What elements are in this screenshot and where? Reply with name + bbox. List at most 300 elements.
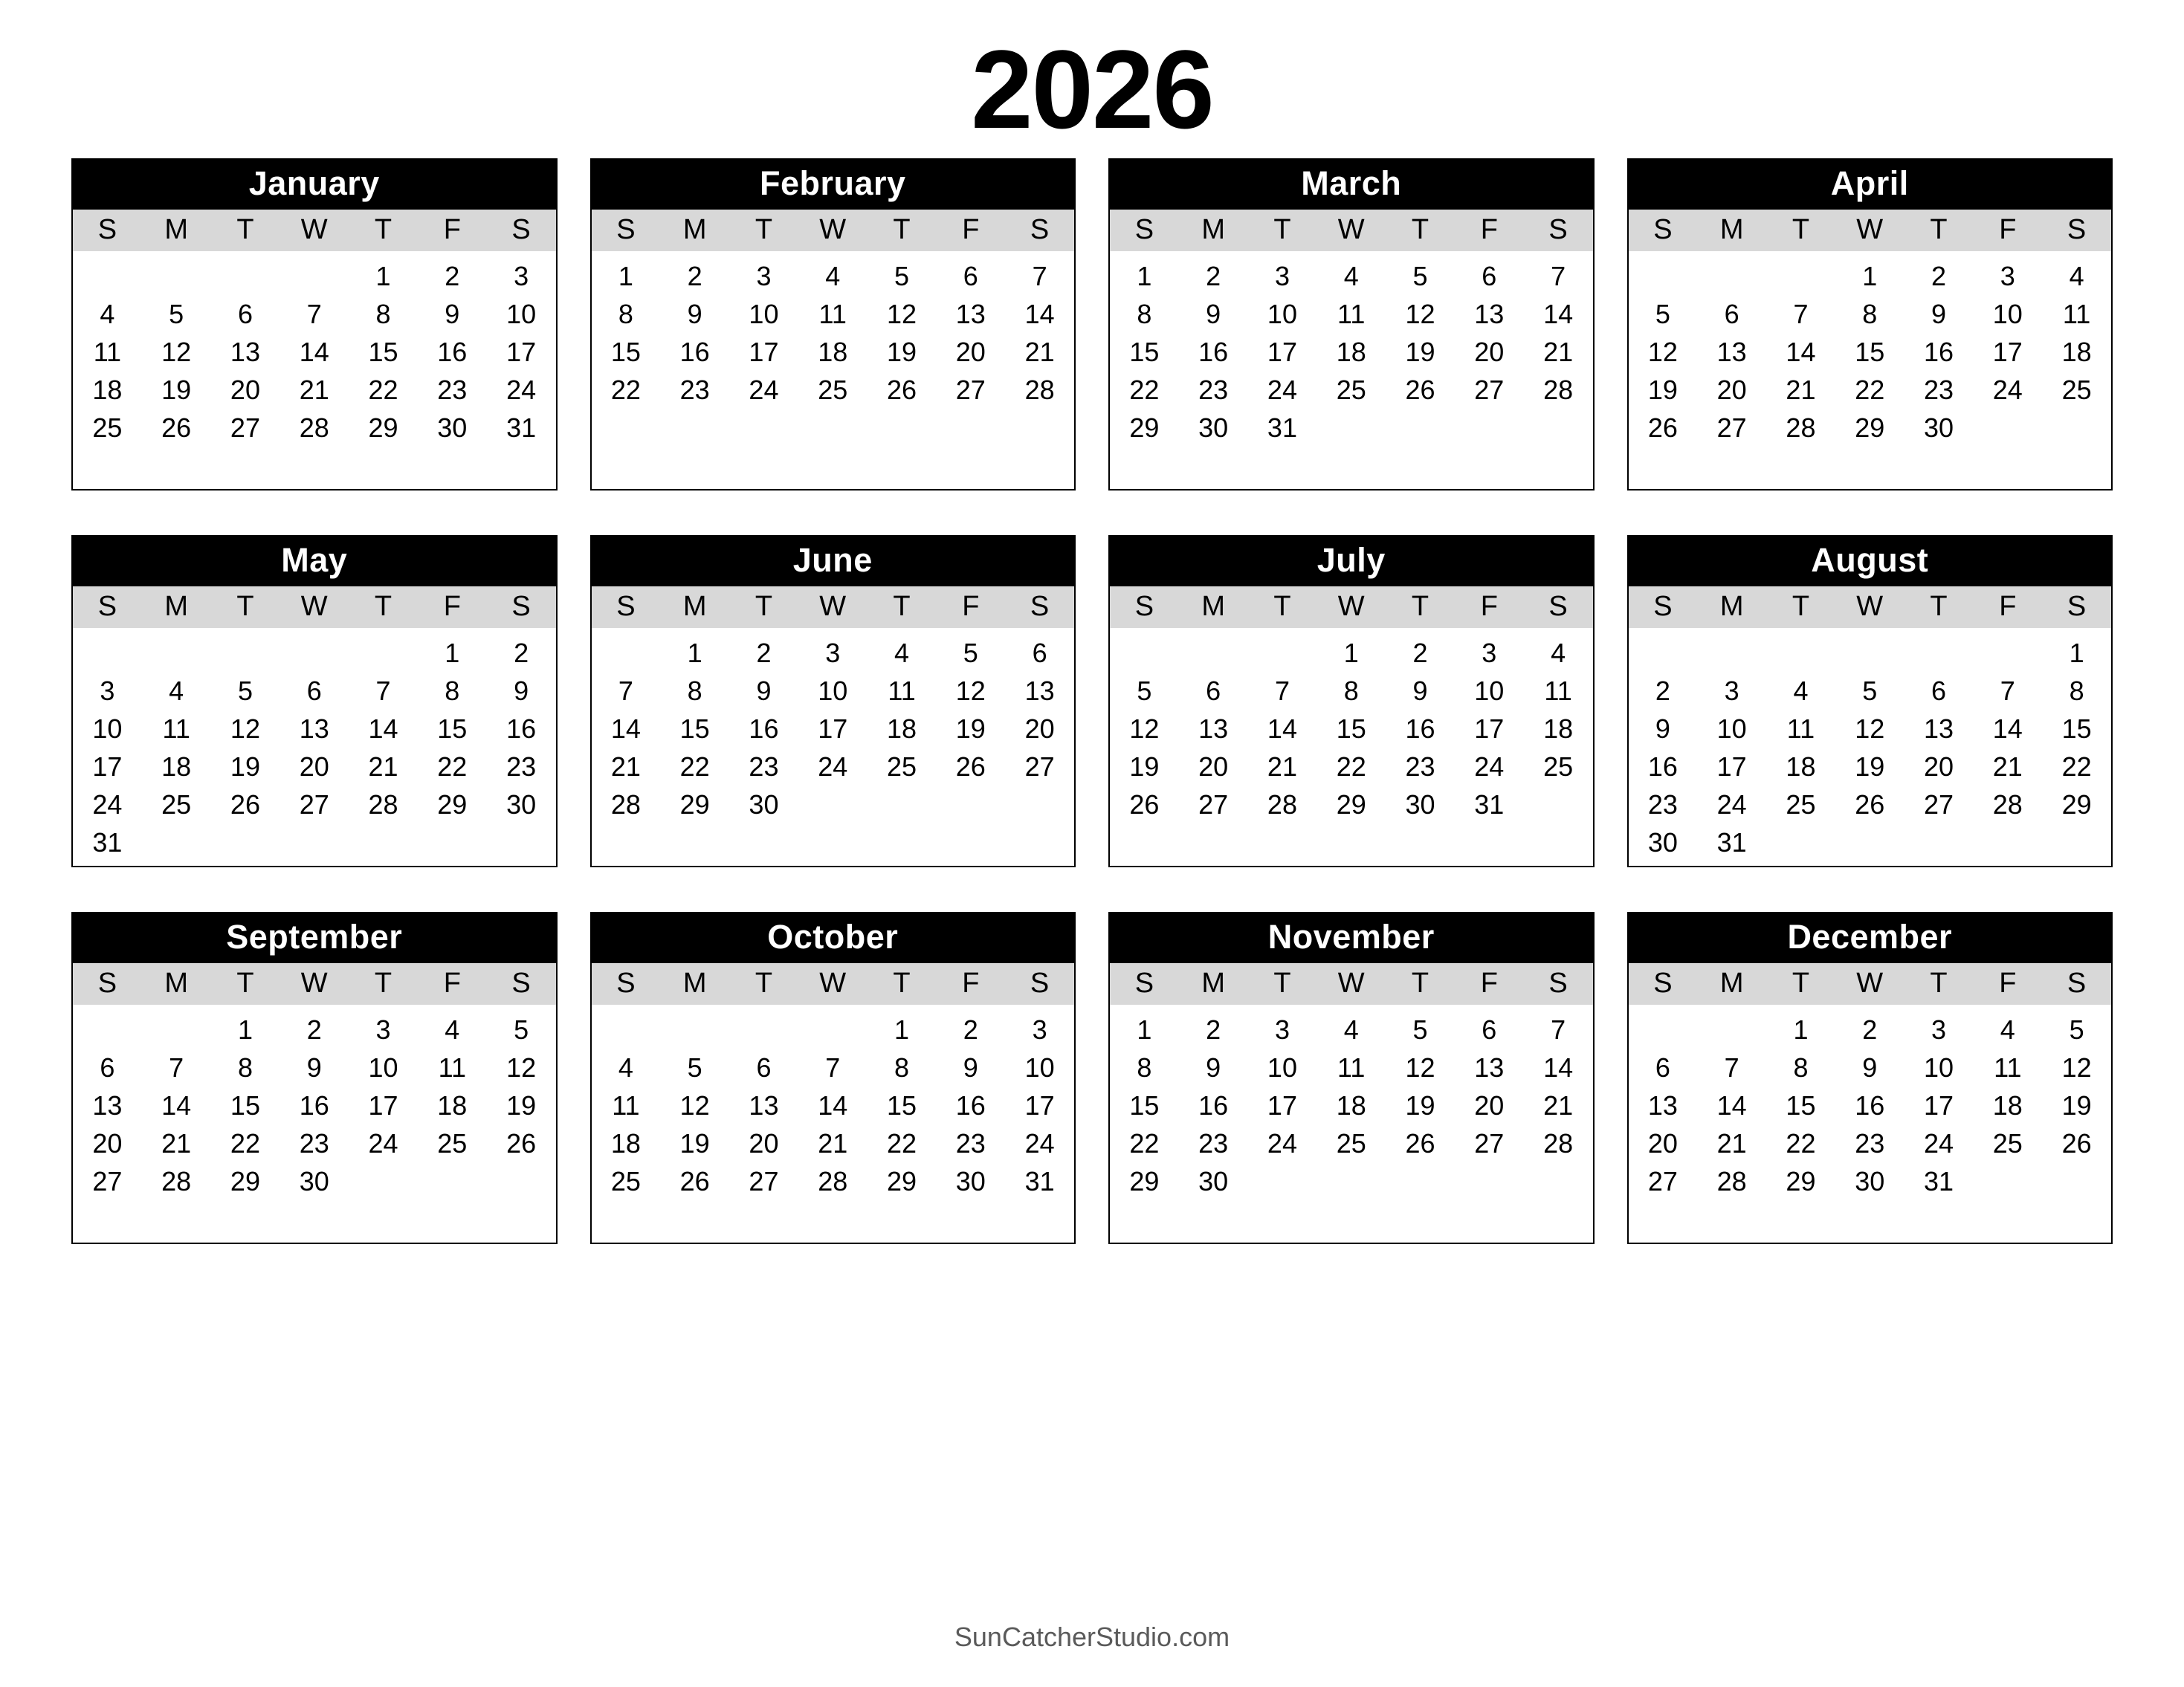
day-cell[interactable]: 25 xyxy=(92,412,123,443)
day-cell[interactable]: 19 xyxy=(887,337,917,367)
day-cell[interactable]: 26 xyxy=(2061,1128,2092,1159)
day-cell[interactable]: 30 xyxy=(1647,827,1678,858)
day-cell[interactable]: 1 xyxy=(375,261,391,291)
day-cell[interactable]: 21 xyxy=(299,375,329,405)
day-cell[interactable]: 1 xyxy=(2069,638,2084,668)
day-cell[interactable]: 4 xyxy=(894,638,910,668)
day-cell[interactable]: 19 xyxy=(1129,751,1160,782)
day-cell[interactable]: 7 xyxy=(2000,676,2015,706)
day-cell[interactable]: 26 xyxy=(887,375,917,405)
day-cell[interactable]: 27 xyxy=(1716,412,1747,443)
day-cell[interactable]: 12 xyxy=(506,1052,537,1083)
day-cell[interactable]: 29 xyxy=(2061,789,2092,820)
day-cell[interactable]: 24 xyxy=(368,1128,398,1159)
day-cell[interactable]: 27 xyxy=(1024,751,1055,782)
day-cell[interactable]: 26 xyxy=(1405,375,1435,405)
day-cell[interactable]: 27 xyxy=(230,412,260,443)
day-cell[interactable]: 14 xyxy=(818,1090,848,1121)
day-cell[interactable]: 28 xyxy=(1786,412,1816,443)
day-cell[interactable]: 21 xyxy=(1786,375,1816,405)
day-cell[interactable]: 9 xyxy=(963,1052,978,1083)
day-cell[interactable]: 19 xyxy=(230,751,260,782)
day-cell[interactable]: 4 xyxy=(1551,638,1566,668)
day-cell[interactable]: 15 xyxy=(610,337,641,367)
day-cell[interactable]: 1 xyxy=(894,1014,910,1045)
day-cell[interactable]: 13 xyxy=(1198,713,1229,744)
day-cell[interactable]: 25 xyxy=(1992,1128,2023,1159)
day-cell[interactable]: 7 xyxy=(825,1052,841,1083)
day-cell[interactable]: 31 xyxy=(1924,1166,1954,1197)
day-cell[interactable]: 5 xyxy=(169,299,184,329)
day-cell[interactable]: 18 xyxy=(1786,751,1816,782)
day-cell[interactable]: 7 xyxy=(1551,1014,1566,1045)
day-cell[interactable]: 9 xyxy=(1862,1052,1878,1083)
day-cell[interactable]: 5 xyxy=(1412,261,1428,291)
day-cell[interactable]: 19 xyxy=(679,1128,710,1159)
day-cell[interactable]: 12 xyxy=(161,337,192,367)
day-cell[interactable]: 14 xyxy=(1992,713,2023,744)
day-cell[interactable]: 10 xyxy=(368,1052,398,1083)
day-cell[interactable]: 1 xyxy=(1343,638,1359,668)
day-cell[interactable]: 21 xyxy=(1024,337,1055,367)
day-cell[interactable]: 12 xyxy=(230,713,260,744)
day-cell[interactable]: 18 xyxy=(2061,337,2092,367)
day-cell[interactable]: 16 xyxy=(1405,713,1435,744)
day-cell[interactable]: 9 xyxy=(1412,676,1428,706)
day-cell[interactable]: 16 xyxy=(679,337,710,367)
day-cell[interactable]: 7 xyxy=(1724,1052,1739,1083)
day-cell[interactable]: 26 xyxy=(679,1166,710,1197)
day-cell[interactable]: 12 xyxy=(1405,1052,1435,1083)
day-cell[interactable]: 26 xyxy=(506,1128,537,1159)
day-cell[interactable]: 4 xyxy=(2069,261,2084,291)
day-cell[interactable]: 22 xyxy=(230,1128,260,1159)
day-cell[interactable]: 16 xyxy=(299,1090,329,1121)
day-cell[interactable]: 30 xyxy=(437,412,468,443)
day-cell[interactable]: 24 xyxy=(1267,375,1297,405)
day-cell[interactable]: 22 xyxy=(1855,375,1885,405)
day-cell[interactable]: 4 xyxy=(1793,676,1809,706)
day-cell[interactable]: 31 xyxy=(1716,827,1747,858)
day-cell[interactable]: 13 xyxy=(1924,713,1954,744)
day-cell[interactable]: 17 xyxy=(1267,1090,1297,1121)
day-cell[interactable]: 18 xyxy=(610,1128,641,1159)
day-cell[interactable]: 26 xyxy=(1855,789,1885,820)
day-cell[interactable]: 16 xyxy=(437,337,468,367)
day-cell[interactable]: 18 xyxy=(437,1090,468,1121)
day-cell[interactable]: 29 xyxy=(1129,412,1160,443)
day-cell[interactable]: 2 xyxy=(445,261,460,291)
day-cell[interactable]: 11 xyxy=(2062,299,2091,329)
day-cell[interactable]: 3 xyxy=(1274,261,1290,291)
day-cell[interactable]: 14 xyxy=(1267,713,1297,744)
day-cell[interactable]: 11 xyxy=(1544,676,1572,706)
day-cell[interactable]: 29 xyxy=(1129,1166,1160,1197)
day-cell[interactable]: 13 xyxy=(955,299,986,329)
day-cell[interactable]: 29 xyxy=(1855,412,1885,443)
day-cell[interactable]: 30 xyxy=(749,789,779,820)
day-cell[interactable]: 3 xyxy=(1931,1014,1947,1045)
day-cell[interactable]: 4 xyxy=(618,1052,633,1083)
day-cell[interactable]: 11 xyxy=(162,713,190,744)
day-cell[interactable]: 22 xyxy=(1786,1128,1816,1159)
day-cell[interactable]: 12 xyxy=(679,1090,710,1121)
day-cell[interactable]: 13 xyxy=(1647,1090,1678,1121)
day-cell[interactable]: 17 xyxy=(1992,337,2023,367)
day-cell[interactable]: 17 xyxy=(368,1090,398,1121)
day-cell[interactable]: 21 xyxy=(818,1128,848,1159)
day-cell[interactable]: 23 xyxy=(679,375,710,405)
day-cell[interactable]: 30 xyxy=(299,1166,329,1197)
day-cell[interactable]: 31 xyxy=(506,412,537,443)
day-cell[interactable]: 21 xyxy=(1992,751,2023,782)
day-cell[interactable]: 11 xyxy=(888,676,916,706)
day-cell[interactable]: 25 xyxy=(1336,1128,1366,1159)
day-cell[interactable]: 1 xyxy=(1137,261,1152,291)
day-cell[interactable]: 14 xyxy=(368,713,398,744)
day-cell[interactable]: 24 xyxy=(506,375,537,405)
day-cell[interactable]: 3 xyxy=(1274,1014,1290,1045)
day-cell[interactable]: 2 xyxy=(1412,638,1428,668)
day-cell[interactable]: 22 xyxy=(679,751,710,782)
day-cell[interactable]: 11 xyxy=(438,1052,466,1083)
day-cell[interactable]: 22 xyxy=(887,1128,917,1159)
day-cell[interactable]: 12 xyxy=(955,676,986,706)
day-cell[interactable]: 2 xyxy=(963,1014,978,1045)
day-cell[interactable]: 9 xyxy=(1655,713,1670,744)
day-cell[interactable]: 14 xyxy=(1716,1090,1747,1121)
day-cell[interactable]: 28 xyxy=(1716,1166,1747,1197)
day-cell[interactable]: 29 xyxy=(679,789,710,820)
day-cell[interactable]: 10 xyxy=(1924,1052,1954,1083)
day-cell[interactable]: 23 xyxy=(749,751,779,782)
day-cell[interactable]: 27 xyxy=(299,789,329,820)
day-cell[interactable]: 18 xyxy=(1543,713,1574,744)
day-cell[interactable]: 15 xyxy=(2061,713,2092,744)
day-cell[interactable]: 2 xyxy=(1655,676,1670,706)
day-cell[interactable]: 14 xyxy=(1543,1052,1574,1083)
day-cell[interactable]: 10 xyxy=(1474,676,1505,706)
day-cell[interactable]: 21 xyxy=(1543,337,1574,367)
day-cell[interactable]: 12 xyxy=(1129,713,1160,744)
day-cell[interactable]: 2 xyxy=(306,1014,322,1045)
day-cell[interactable]: 14 xyxy=(299,337,329,367)
day-cell[interactable]: 26 xyxy=(1405,1128,1435,1159)
day-cell[interactable]: 13 xyxy=(1474,1052,1505,1083)
day-cell[interactable]: 1 xyxy=(687,638,702,668)
day-cell[interactable]: 28 xyxy=(161,1166,192,1197)
day-cell[interactable]: 3 xyxy=(825,638,841,668)
day-cell[interactable]: 4 xyxy=(1343,261,1359,291)
day-cell[interactable]: 8 xyxy=(1137,1052,1152,1083)
day-cell[interactable]: 21 xyxy=(1543,1090,1574,1121)
day-cell[interactable]: 6 xyxy=(306,676,322,706)
day-cell[interactable]: 17 xyxy=(1024,1090,1055,1121)
day-cell[interactable]: 6 xyxy=(1206,676,1221,706)
day-cell[interactable]: 16 xyxy=(1198,337,1229,367)
day-cell[interactable]: 30 xyxy=(955,1166,986,1197)
day-cell[interactable]: 4 xyxy=(445,1014,460,1045)
day-cell[interactable]: 15 xyxy=(230,1090,260,1121)
day-cell[interactable]: 1 xyxy=(618,261,633,291)
day-cell[interactable]: 25 xyxy=(437,1128,468,1159)
day-cell[interactable]: 21 xyxy=(1267,751,1297,782)
day-cell[interactable]: 3 xyxy=(2000,261,2015,291)
day-cell[interactable]: 30 xyxy=(1405,789,1435,820)
day-cell[interactable]: 5 xyxy=(894,261,910,291)
day-cell[interactable]: 7 xyxy=(1793,299,1809,329)
day-cell[interactable]: 27 xyxy=(1474,375,1505,405)
day-cell[interactable]: 20 xyxy=(1647,1128,1678,1159)
day-cell[interactable]: 2 xyxy=(1206,1014,1221,1045)
day-cell[interactable]: 16 xyxy=(1647,751,1678,782)
day-cell[interactable]: 29 xyxy=(1336,789,1366,820)
day-cell[interactable]: 3 xyxy=(100,676,115,706)
day-cell[interactable]: 19 xyxy=(1855,751,1885,782)
day-cell[interactable]: 26 xyxy=(1647,412,1678,443)
day-cell[interactable]: 25 xyxy=(1336,375,1366,405)
day-cell[interactable]: 7 xyxy=(306,299,322,329)
day-cell[interactable]: 25 xyxy=(2061,375,2092,405)
day-cell[interactable]: 28 xyxy=(299,412,329,443)
day-cell[interactable]: 6 xyxy=(1655,1052,1670,1083)
day-cell[interactable]: 30 xyxy=(1855,1166,1885,1197)
day-cell[interactable]: 20 xyxy=(749,1128,779,1159)
day-cell[interactable]: 23 xyxy=(1198,1128,1229,1159)
day-cell[interactable]: 22 xyxy=(1129,375,1160,405)
day-cell[interactable]: 22 xyxy=(2061,751,2092,782)
day-cell[interactable]: 9 xyxy=(1206,1052,1221,1083)
day-cell[interactable]: 23 xyxy=(1924,375,1954,405)
day-cell[interactable]: 31 xyxy=(1474,789,1505,820)
day-cell[interactable]: 12 xyxy=(887,299,917,329)
day-cell[interactable]: 19 xyxy=(1405,337,1435,367)
day-cell[interactable]: 8 xyxy=(894,1052,910,1083)
day-cell[interactable]: 30 xyxy=(1924,412,1954,443)
day-cell[interactable]: 23 xyxy=(955,1128,986,1159)
day-cell[interactable]: 6 xyxy=(963,261,978,291)
day-cell[interactable]: 10 xyxy=(818,676,848,706)
day-cell[interactable]: 15 xyxy=(1855,337,1885,367)
day-cell[interactable]: 9 xyxy=(514,676,529,706)
day-cell[interactable]: 8 xyxy=(1793,1052,1809,1083)
day-cell[interactable]: 27 xyxy=(955,375,986,405)
day-cell[interactable]: 10 xyxy=(1267,299,1297,329)
day-cell[interactable]: 28 xyxy=(610,789,641,820)
day-cell[interactable]: 2 xyxy=(1206,261,1221,291)
day-cell[interactable]: 26 xyxy=(955,751,986,782)
day-cell[interactable]: 22 xyxy=(437,751,468,782)
day-cell[interactable]: 26 xyxy=(230,789,260,820)
day-cell[interactable]: 31 xyxy=(92,827,123,858)
day-cell[interactable]: 11 xyxy=(612,1090,640,1121)
day-cell[interactable]: 2 xyxy=(1931,261,1947,291)
day-cell[interactable]: 20 xyxy=(1716,375,1747,405)
day-cell[interactable]: 29 xyxy=(230,1166,260,1197)
day-cell[interactable]: 18 xyxy=(1336,1090,1366,1121)
day-cell[interactable]: 18 xyxy=(887,713,917,744)
day-cell[interactable]: 1 xyxy=(1862,261,1878,291)
day-cell[interactable]: 3 xyxy=(514,261,529,291)
day-cell[interactable]: 24 xyxy=(1716,789,1747,820)
day-cell[interactable]: 25 xyxy=(887,751,917,782)
day-cell[interactable]: 13 xyxy=(1024,676,1055,706)
day-cell[interactable]: 6 xyxy=(1482,261,1497,291)
day-cell[interactable]: 12 xyxy=(1855,713,1885,744)
day-cell[interactable]: 6 xyxy=(1482,1014,1497,1045)
day-cell[interactable]: 19 xyxy=(161,375,192,405)
day-cell[interactable]: 19 xyxy=(1647,375,1678,405)
day-cell[interactable]: 17 xyxy=(1474,713,1505,744)
day-cell[interactable]: 20 xyxy=(1924,751,1954,782)
day-cell[interactable]: 20 xyxy=(1024,713,1055,744)
day-cell[interactable]: 15 xyxy=(679,713,710,744)
day-cell[interactable]: 8 xyxy=(445,676,460,706)
day-cell[interactable]: 29 xyxy=(887,1166,917,1197)
day-cell[interactable]: 10 xyxy=(1024,1052,1055,1083)
day-cell[interactable]: 10 xyxy=(1267,1052,1297,1083)
day-cell[interactable]: 14 xyxy=(1543,299,1574,329)
day-cell[interactable]: 17 xyxy=(92,751,123,782)
day-cell[interactable]: 22 xyxy=(368,375,398,405)
day-cell[interactable]: 3 xyxy=(1032,1014,1047,1045)
day-cell[interactable]: 24 xyxy=(1267,1128,1297,1159)
day-cell[interactable]: 15 xyxy=(368,337,398,367)
day-cell[interactable]: 9 xyxy=(756,676,772,706)
day-cell[interactable]: 11 xyxy=(1994,1052,2022,1083)
day-cell[interactable]: 8 xyxy=(375,299,391,329)
day-cell[interactable]: 10 xyxy=(92,713,123,744)
day-cell[interactable]: 2 xyxy=(514,638,529,668)
day-cell[interactable]: 21 xyxy=(161,1128,192,1159)
day-cell[interactable]: 28 xyxy=(1543,375,1574,405)
day-cell[interactable]: 4 xyxy=(1343,1014,1359,1045)
day-cell[interactable]: 11 xyxy=(818,299,847,329)
day-cell[interactable]: 16 xyxy=(955,1090,986,1121)
day-cell[interactable]: 16 xyxy=(1924,337,1954,367)
day-cell[interactable]: 29 xyxy=(437,789,468,820)
day-cell[interactable]: 2 xyxy=(1862,1014,1878,1045)
day-cell[interactable]: 27 xyxy=(1198,789,1229,820)
day-cell[interactable]: 4 xyxy=(825,261,841,291)
day-cell[interactable]: 1 xyxy=(1137,1014,1152,1045)
day-cell[interactable]: 1 xyxy=(1793,1014,1809,1045)
day-cell[interactable]: 5 xyxy=(1137,676,1152,706)
day-cell[interactable]: 16 xyxy=(506,713,537,744)
day-cell[interactable]: 14 xyxy=(1786,337,1816,367)
day-cell[interactable]: 7 xyxy=(169,1052,184,1083)
day-cell[interactable]: 8 xyxy=(237,1052,253,1083)
day-cell[interactable]: 20 xyxy=(1474,337,1505,367)
day-cell[interactable]: 30 xyxy=(1198,1166,1229,1197)
day-cell[interactable]: 8 xyxy=(618,299,633,329)
day-cell[interactable]: 20 xyxy=(230,375,260,405)
day-cell[interactable]: 15 xyxy=(1129,1090,1160,1121)
day-cell[interactable]: 10 xyxy=(1992,299,2023,329)
day-cell[interactable]: 5 xyxy=(687,1052,702,1083)
day-cell[interactable]: 14 xyxy=(1024,299,1055,329)
day-cell[interactable]: 13 xyxy=(749,1090,779,1121)
day-cell[interactable]: 20 xyxy=(299,751,329,782)
day-cell[interactable]: 15 xyxy=(887,1090,917,1121)
day-cell[interactable]: 17 xyxy=(506,337,537,367)
day-cell[interactable]: 18 xyxy=(161,751,192,782)
day-cell[interactable]: 23 xyxy=(506,751,537,782)
day-cell[interactable]: 5 xyxy=(2069,1014,2084,1045)
day-cell[interactable]: 8 xyxy=(1862,299,1878,329)
day-cell[interactable]: 7 xyxy=(1274,676,1290,706)
day-cell[interactable]: 25 xyxy=(610,1166,641,1197)
day-cell[interactable]: 18 xyxy=(92,375,123,405)
day-cell[interactable]: 3 xyxy=(756,261,772,291)
day-cell[interactable]: 8 xyxy=(1343,676,1359,706)
day-cell[interactable]: 16 xyxy=(1855,1090,1885,1121)
day-cell[interactable]: 11 xyxy=(1337,1052,1366,1083)
day-cell[interactable]: 6 xyxy=(237,299,253,329)
day-cell[interactable]: 6 xyxy=(756,1052,772,1083)
day-cell[interactable]: 2 xyxy=(756,638,772,668)
day-cell[interactable]: 18 xyxy=(1336,337,1366,367)
day-cell[interactable]: 22 xyxy=(610,375,641,405)
day-cell[interactable]: 29 xyxy=(1786,1166,1816,1197)
day-cell[interactable]: 29 xyxy=(368,412,398,443)
day-cell[interactable]: 9 xyxy=(1206,299,1221,329)
day-cell[interactable]: 9 xyxy=(306,1052,322,1083)
day-cell[interactable]: 13 xyxy=(1474,299,1505,329)
day-cell[interactable]: 1 xyxy=(445,638,460,668)
day-cell[interactable]: 20 xyxy=(1198,751,1229,782)
day-cell[interactable]: 24 xyxy=(1924,1128,1954,1159)
day-cell[interactable]: 28 xyxy=(818,1166,848,1197)
day-cell[interactable]: 5 xyxy=(237,676,253,706)
day-cell[interactable]: 31 xyxy=(1024,1166,1055,1197)
day-cell[interactable]: 11 xyxy=(1337,299,1366,329)
day-cell[interactable]: 17 xyxy=(749,337,779,367)
day-cell[interactable]: 9 xyxy=(445,299,460,329)
day-cell[interactable]: 6 xyxy=(1032,638,1047,668)
day-cell[interactable]: 13 xyxy=(299,713,329,744)
day-cell[interactable]: 28 xyxy=(368,789,398,820)
day-cell[interactable]: 10 xyxy=(506,299,537,329)
day-cell[interactable]: 21 xyxy=(1716,1128,1747,1159)
day-cell[interactable]: 24 xyxy=(1474,751,1505,782)
day-cell[interactable]: 7 xyxy=(1032,261,1047,291)
day-cell[interactable]: 11 xyxy=(1786,713,1815,744)
day-cell[interactable]: 9 xyxy=(687,299,702,329)
day-cell[interactable]: 8 xyxy=(687,676,702,706)
day-cell[interactable]: 13 xyxy=(230,337,260,367)
day-cell[interactable]: 6 xyxy=(1931,676,1947,706)
day-cell[interactable]: 30 xyxy=(506,789,537,820)
day-cell[interactable]: 17 xyxy=(1716,751,1747,782)
day-cell[interactable]: 2 xyxy=(687,261,702,291)
day-cell[interactable]: 30 xyxy=(1198,412,1229,443)
day-cell[interactable]: 20 xyxy=(955,337,986,367)
day-cell[interactable]: 23 xyxy=(1647,789,1678,820)
day-cell[interactable]: 7 xyxy=(375,676,391,706)
day-cell[interactable]: 6 xyxy=(100,1052,115,1083)
day-cell[interactable]: 13 xyxy=(92,1090,123,1121)
day-cell[interactable]: 22 xyxy=(1129,1128,1160,1159)
day-cell[interactable]: 24 xyxy=(1992,375,2023,405)
day-cell[interactable]: 17 xyxy=(1267,337,1297,367)
day-cell[interactable]: 16 xyxy=(749,713,779,744)
day-cell[interactable]: 23 xyxy=(1198,375,1229,405)
day-cell[interactable]: 9 xyxy=(1931,299,1947,329)
day-cell[interactable]: 18 xyxy=(1992,1090,2023,1121)
day-cell[interactable]: 5 xyxy=(514,1014,529,1045)
day-cell[interactable]: 22 xyxy=(1336,751,1366,782)
